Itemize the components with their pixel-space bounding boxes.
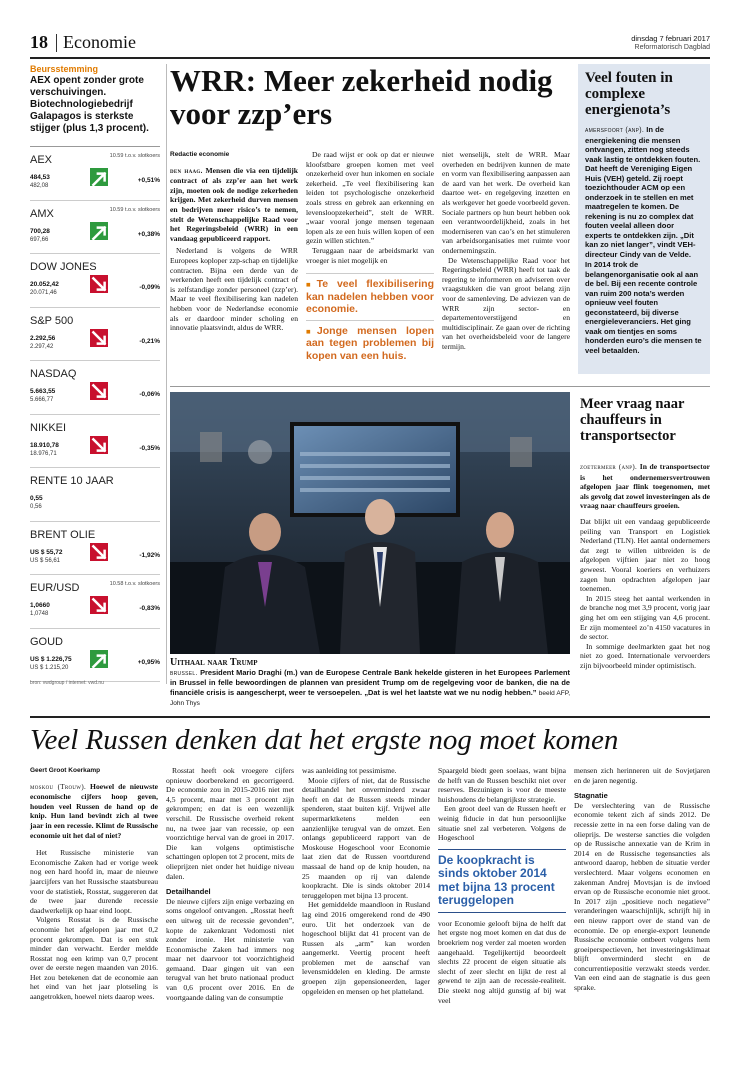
- market-change: -0,35%: [139, 444, 160, 452]
- market-row: [30, 257, 160, 311]
- market-note: 10.59 t.o.v. slotkoers: [109, 206, 160, 213]
- vervoer-p1: Dat blijkt uit een vandaag gepubliceerde peiling van Transport en Logistiek Nederland (TLN). Het aantal ondernemers dat zegt te willen uitbreiden is de afgelopen vijftien jaar niet zo hoog geweest. Vooral koeriers en verhuizers zagen hun opdrachten afgelopen jaar toenemen.: [580, 516, 710, 594]
- market-change: -0,21%: [139, 337, 160, 345]
- markets-top-rule: [30, 146, 160, 147]
- market-row-rule: [30, 628, 160, 629]
- beursstemming-text: AEX opent zonder grote verschuivingen. Biotechnologiebedrijf Galapagos is sterkste stijger (plus 1,3 procent).: [30, 75, 149, 134]
- market-prev: US $ 56,61: [30, 557, 61, 564]
- market-row-rule: [30, 360, 160, 361]
- russen-c2-sub: Detailhandel: [166, 887, 211, 897]
- arrow-up-icon: [90, 168, 108, 186]
- page-header: [30, 30, 710, 60]
- wrr-column-2: [306, 150, 434, 362]
- vervoer-body: [580, 462, 710, 670]
- market-name: AMX: [30, 207, 54, 220]
- market-note: 10.58 t.o.v. slotkoers: [109, 581, 160, 587]
- russen-c4-p2: Een groot deel van de Russen heeft er weinig fiducie in dat hun persoonlijke situatie snel zal verbeteren. Volgens de Hogeschool: [438, 804, 566, 843]
- header-date: dinsdag 7 februari 2017: [631, 34, 710, 43]
- market-name: NIKKEI: [30, 421, 67, 434]
- market-value: US $ 1.226,75: [30, 655, 72, 663]
- market-name: GOUD: [30, 635, 63, 648]
- russen-c2-p1: Rosstat heeft ook vroegere cijfers opnieuw doorberekend en gecorrigeerd. De economie zou in 2015-2016 niet met 4,5 procent, maar met 3 procent zijn gekrompen; en dat is een wezenlijk verschil. De Russische overheid rekent nu, na twee jaar van recessie, op een voorzichtige herval van de groei in 2017. Die kan volgens optimistische schattingen oplopen tot 2 procent, mits de olieprijzen niet onder het huidige niveau dalen.: [166, 766, 294, 881]
- market-name: EUR/USD: [30, 582, 80, 594]
- russen-quote: [438, 849, 566, 913]
- russen-c4-p1: Spaargeld biedt geen soelaas, want bijna de helft van de Russen beschikt niet over reserves. Bezuinigen is voor de meeste huishoudens de belangrijkste strategie.: [438, 766, 566, 804]
- market-row: [30, 364, 160, 418]
- market-prev: 18.976,71: [30, 450, 57, 457]
- market-change: +0,51%: [137, 177, 160, 184]
- market-change: -0,83%: [139, 605, 160, 612]
- market-value: 5.663,55: [30, 388, 56, 395]
- sidebar-divider: [166, 64, 167, 684]
- market-name: AEX: [30, 154, 53, 166]
- header-divider: [56, 34, 57, 52]
- caption-title: Uithaal naar Trump: [170, 657, 258, 668]
- market-value: 18.910,78: [30, 441, 59, 449]
- arrow-down-icon: [90, 436, 108, 454]
- wrr-lead-text: Mensen die via een tijdelijk contract of als zzp’er aan het werk zijn, moeten ook de nodige zekerheden krijgen. Met zekerheid durven mensen en bedrijven meer risico’s te nemen, stelt de Wetenschappelijke Raad voor het Regeringsbeleid (WRR) in een vandaag gepubliceerd rapport.: [170, 165, 299, 243]
- wrr-byline: Redactie economie: [170, 151, 230, 158]
- vervoer-headline: Meer vraag naar chauffeurs in transportsector: [580, 396, 685, 444]
- energie-body2: In 2014 trok de belangenorganisatie ook al aan de bel. Bij een recente controle van ruim 200 nota’s werden opnieuw veel fouten geconstateerd, bij diverse energieleveranciers. Het ging vaak om tientjes en soms honderden euro’s die mensen te veel betaalden.: [585, 260, 702, 355]
- header-paper: Reformatorisch Dagblad: [634, 44, 710, 51]
- vervoer-p2: In 2015 steeg het aantal werkenden in de branche nog met 3,9 procent, vorig jaar ging het om een stijging van 4,6 procent. Er zijn momenteel zo’n 4150 vacatures in de sector.: [580, 593, 710, 642]
- market-prev: US $ 1.215,20: [30, 664, 69, 671]
- wrr-quote-2: ■Jonge mensen lopen aan tegen problemen bij kopen van een huis.: [306, 320, 434, 363]
- market-prev: 20.071,46: [30, 290, 57, 296]
- arrow-down-icon: [90, 543, 108, 561]
- market-row: [30, 578, 160, 632]
- photo-caption: [170, 658, 570, 708]
- page-number: 18: [30, 32, 48, 52]
- russen-headline: Veel Russen denken dat het ergste nog moet komen: [30, 724, 619, 756]
- market-value: 0,55: [30, 495, 43, 502]
- market-value: 700,28: [30, 227, 50, 235]
- arrow-down-icon: [90, 275, 108, 293]
- energie-headline: Veel fouten in complexe energienota’s: [585, 70, 673, 118]
- market-change: -1,92%: [139, 551, 160, 559]
- market-prev: 697,66: [30, 236, 49, 243]
- section-title: Economie: [63, 32, 136, 52]
- wrr-col3-p1: niet wenselijk, stelt de WRR. Maar overheden en bedrijven kunnen de mate en vorm van flexibilisering aanpassen aan de aard van het werk. De overheid kan daartoe wet- en regelgeving inzetten en als werkgever het goede voorbeeld geven. Sociale partners op hun beurt hebben ook een verantwoordelijkheid, zoals in het moderniseren van cao’s en het stimuleren van arbeidsorganisaties met ruimte voor ondernemingszin.: [442, 150, 570, 255]
- vervoer-dateline: zoetermeer (anp).: [580, 463, 638, 471]
- market-row-rule: [30, 414, 160, 415]
- vervoer-lead: In de transportsector is het ondernemersvertrouwen afgelopen jaar flink toegenomen, met als gevolg dat zowel investeringen als de vraag naar chauffeurs groeien.: [580, 462, 710, 511]
- market-row: [30, 525, 160, 579]
- russen-c5-p1: mensen zich herinneren uit de Sovjetjaren en de jaren negentig.: [574, 766, 710, 785]
- russen-c3-p1: was aanleiding tot pessimisme.: [302, 766, 397, 775]
- russen-column-1: [30, 766, 158, 1002]
- russen-dateline: moskou (Trouw).: [30, 782, 87, 791]
- lower-section-rule: [30, 716, 710, 718]
- market-change: +0,95%: [137, 658, 160, 666]
- wrr-headline: WRR: Meer zekerheid nodig voor zzp’ers: [170, 63, 553, 131]
- market-value: 484,53: [30, 174, 50, 181]
- arrow-down-icon: [90, 596, 108, 614]
- market-prev: 1,0748: [30, 611, 49, 617]
- market-change: -0,09%: [139, 284, 160, 291]
- wrr-col2-p2: Teruggaan naar de arbeidsmarkt van vroeger is niet mogelijk en: [306, 245, 434, 265]
- market-row: [30, 632, 160, 686]
- market-value: 20.052,42: [30, 281, 59, 288]
- wrr-column-3: [442, 150, 570, 351]
- russen-column-4: [438, 766, 566, 1005]
- markets-source: bron: vwdgroup / internet: vwd.nu: [30, 680, 104, 686]
- arrow-up-icon: [90, 650, 108, 668]
- market-row: [30, 471, 160, 525]
- market-row-rule: [30, 200, 160, 201]
- russen-c1-p2: Volgens Rosstat is de Russische economie het afgelopen jaar met 0,2 procent gekrompen. Dat is een stuk minder dan verwacht. Eerder meldde Rosstat nog een krimp van 0,7 procent over de eerste negen maanden van 2016. Het zou betekenen dat de economie aan het eind van het jaar plotseling is aangetrokken, hoewel niets daarop wees.: [30, 915, 158, 1002]
- market-row-rule: [30, 253, 160, 254]
- russen-column-2: [166, 766, 294, 1002]
- market-value: 1,0660: [30, 602, 50, 609]
- market-value: US $ 55,72: [30, 548, 63, 556]
- market-change: -0,06%: [139, 391, 160, 398]
- market-prev: 2.297,42: [30, 343, 54, 350]
- market-row: [30, 150, 160, 204]
- energie-body-text: In de energiekening die mensen ontvangen, zitten nog steeds vaak lastig te ontdekken fouten. Dat heeft de Vereniging Eigen Huis (VEH) geteld. Zij roept toezichthouder ACM op een onderzoek in te stellen en met maatregelen te komen. De rekening is nu zo complex dat fouten veelal alleen door experts te ontdekken zijn. „Dit kan zo niet langer”, vindt VEH-directeur Cindy van de Velde.: [585, 125, 701, 259]
- draghi-photo: [170, 392, 570, 654]
- market-row-rule: [30, 574, 160, 575]
- arrow-up-icon: [90, 222, 108, 240]
- market-row: [30, 204, 160, 258]
- energie-body: [585, 125, 703, 355]
- caption-body: [170, 668, 570, 708]
- energie-box: [578, 64, 710, 374]
- energie-dateline: amersfoort (anp).: [585, 127, 645, 134]
- market-name: NASDAQ: [30, 368, 77, 380]
- upper-mid-rule: [170, 386, 710, 387]
- russen-c2-p2: De nieuwe cijfers zijn enige verbazing en soms ongeloof ontvangen. „Rosstat heeft een uitweg uit de recessie gevonden”, kopte de zakenkrant Vedomosti niet zonder ironie. Het ministerie van Economische Zaken had immers nog maar net daarvoor tot voorzichtigheid gemaand. Daar gingen uit van een terugval van het bruto nationaal product van 0,6 procent over 2016. En de voortgaande daling van de consumptie: [166, 896, 294, 1002]
- caption-dateline: brussel.: [170, 670, 198, 678]
- wrr-column-1: [170, 150, 298, 333]
- caption-text: President Mario Draghi (m.) van de Europese Centrale Bank hekelde gisteren in het Europees Parlement in Brussel in felle bewoordingen de plannen van president Trump om de regelgeving voor de banken, die na de financiële crisis is aangescherpt, weer te versoepelen. „Dat is wel het laatste wat we nu nodig hebben.”: [170, 668, 570, 697]
- market-row-rule: [30, 467, 160, 468]
- photo-credit: beeld AFP, John Thys: [170, 689, 570, 707]
- market-prev: 0,56: [30, 504, 42, 510]
- russen-column-3: [302, 766, 430, 996]
- russen-c1-p1: Het Russische ministerie van Economische Zaken had er vorige week nog een hard hoofd in, maar de nieuwe jaarcijfers van het Russische staatsbureau voor de statistiek, Rosstat, suggereren dat de twee jaar durende recessie daadwerkelijk op haar eind loopt.: [30, 848, 158, 915]
- market-name: RENTE 10 JAAR: [30, 475, 114, 487]
- market-value: 2.292,56: [30, 334, 56, 342]
- wrr-col2-p1: De raad wijst er ook op dat er nieuwe kloofstbare groepen komen met veel onzekerheid over hun inkomen en sociale zekerheid. „Te veel flexibilisering kan leiden tot psychologische onzekerheid zoals stress en gebrek aan erkenning en levensloopzekerheid”, stelt de WRR. „waar vooral jonge mensen tegenaan lopen als ze een huis willen kopen of een gezin willen stichten.”: [306, 150, 434, 246]
- market-note: 10.59 t.o.v. slotkoers: [109, 153, 160, 159]
- market-change: +0,38%: [137, 230, 160, 238]
- market-row-rule: [30, 307, 160, 308]
- photo-illustration: [170, 392, 570, 654]
- market-name: BRENT OLIE: [30, 528, 96, 541]
- russen-lead: Hoewel de nieuwste economische cijfers hoop geven, houden veel Russen de hand op de knip. Hun land bevindt zich al twee jaar in een recessie. Klimt de Russische economie uit het dal of niet?: [30, 781, 158, 840]
- russen-c4-p3: voor Economie gelooft bijna de helft dat het ergste nog moet komen en dat dus de broekriem nog verder zal moeten worden aangehaald. Tegelijkertijd beoordeelt slechts 22 procent de eigen situatie als slecht of zeer slecht en lijkt de rest al gewend te zijn aan de recessie-realiteit. Die steekt nog altijd gunstig af bij wat veel: [438, 918, 566, 1005]
- market-name: DOW JONES: [30, 261, 97, 273]
- market-row: [30, 418, 160, 472]
- market-prev: 5.666,77: [30, 397, 54, 403]
- wrr-dateline: den haag.: [170, 166, 203, 175]
- wrr-col1-p2: Nederland is volgens de WRR Europees koploper zzp-schap en tijdelijke contracten. Bijna een derde van de werkenden heeft een tijdelijk contract of is zelfstandige zonder personeel (zzp’er). Maar te veel flexibilisering kan nadelen hebben voor de Nederlandse economie als er daardoor minder scholing en innovatie plaatsvindt, aldus de WRR.: [170, 246, 298, 333]
- wrr-col3-p2: De Wetenschappelijke Raad voor het Regeringsbeleid (WRR) heeft tot taak de regering te informeren en adviseren over vraagstukken die van groot belang zijn voor de samenleving. De adviezen van de WRR zijn sector- en departementoverstijgend en multidisciplinair. Ze gaan over de richting van het overheidsbeleid voor de langere termijn.: [442, 255, 570, 351]
- vervoer-p3: In sommige deelmarkten gaat het nog niet zo goed. Internationale vervoerders zijn bijvoorbeeld minder optimistisch.: [580, 641, 710, 670]
- beursstemming-box: [30, 64, 160, 135]
- market-prev: 482,08: [30, 183, 49, 189]
- beursstemming-label: Beursstemming: [30, 64, 99, 74]
- russen-c5-sub: Stagnatie: [574, 791, 608, 801]
- russen-quote-text: De koopkracht is sinds oktober 2014 met bijna 13 procent teruggelopen: [438, 852, 555, 908]
- header-rule: [30, 57, 710, 59]
- russen-c5-p2: De verslechtering van de Russische economie tekent zich af sinds 2012. De recessie zette in na een forse daling van de olieprijs. De westerse sancties die volgden op de Russische annexatie van de Krim in 2014 en de Russische tegensancties als antwoord daarop, hebben de situatie verder verslechterd. Maar volgens economen en zakenman Andrej Movtsjan is de invloed ervan op de Russische economie niet groot. In 2017 zijn „positieve noch negatieve” veranderingen waarschijnlijk, schrijft hij in een nieuw rapport over de stand van de economie. De op energie-export leunende Russische economie ontbeert volgens hem groeiperspectieven, het investeringsklimaat blijft onverminderd slecht en de concurrentiepositie verzwakt steeds verder. Van een eind aan de stagnatie is dus geen sprake.: [574, 800, 710, 993]
- russen-c3-p3: Het gemiddelde maandloon in Rusland lag eind 2016 omgerekend rond de 490 euro. Uit het onderzoek van de hogeschool blijkt dat 41 procent van de Russen als „arm” kan worden aangemerkt. Veertig procent heeft problemen met de aanschaf van levensmiddelen en kleding. De armste groepen zijn gepensioneerden, lager opgeleiden en mensen op het platteland.: [302, 900, 430, 996]
- russen-c3-p2: Mooie cijfers of niet, dat de Russische detailhandel het onverminderd zwaar heeft en dat de Russen steeds minder spenderen, staat buiten kijf. Vrijwel alle supermarktketens melden een aanzienlijke terugval van de omzet. Een onlangs gepubliceerd rapport van de Moskouse Hogeschool voor Economie laat zien dat de Russen voortdurend massaal de hand op de knip houden, na 25 maanden op rij van dalende koopkracht. Die is sinds oktober 2014 teruggelopen met bijna 13 procent.: [302, 775, 430, 900]
- market-name: S&P 500: [30, 314, 74, 327]
- arrow-down-icon: [90, 329, 108, 347]
- market-row: [30, 311, 160, 365]
- wrr-quote-1-text: Te veel flexibilisering kan nadelen hebben voor economie.: [306, 278, 434, 316]
- russen-column-5: [574, 766, 710, 993]
- market-row-rule: [30, 521, 160, 522]
- wrr-quote-1: ■Te veel flexibilisering kan nadelen hebben voor economie.: [306, 273, 434, 316]
- russen-byline: Geert Groot Koerkamp: [30, 767, 101, 774]
- arrow-down-icon: [90, 382, 108, 400]
- wrr-quote-2-text: Jonge mensen lopen aan tegen problemen bij kopen van een huis.: [306, 324, 435, 362]
- wrr-lead: [170, 166, 298, 244]
